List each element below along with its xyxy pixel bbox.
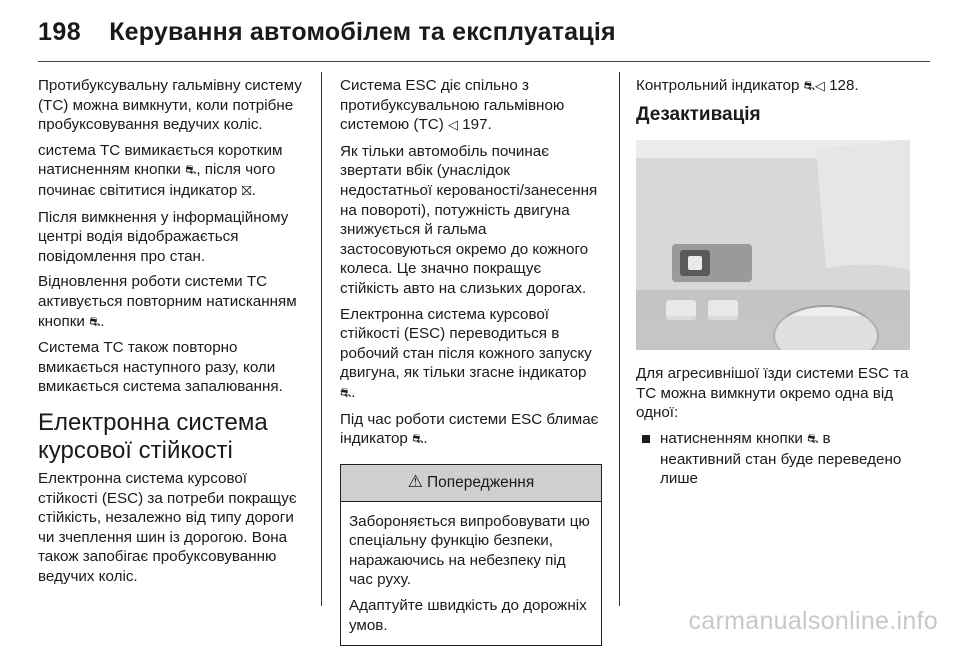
column-3: [636, 76, 914, 489]
paragraph: Як тільки автомобіль починає звертати вбік (унаслідок недостатньої керованості/занесення на повороті), потужність двигуна знижується й гальма застосовуються окремо до кожного колеса. Це значно покращує стійкість авто на слизьких дорогах.: [340, 142, 598, 297]
column-divider: [321, 72, 322, 606]
column-1: [38, 76, 310, 592]
paragraph: [340, 76, 602, 136]
traction-control-icon: ⛐: [803, 79, 815, 94]
text: .: [100, 312, 105, 330]
paragraph: Електронна система курсової стійкості (ESC) за потреби покращує стійкість, незалежно від типу дороги чи зчеплення шин із дорогою. Вона також запобігає пробуксовуванню ведучих коліс.: [38, 469, 297, 585]
warning-header: [341, 465, 601, 502]
paragraph: Після вимкнення у інформаційному центрі водія відображається повідомлення про стан.: [38, 208, 289, 265]
paragraph: Для агресивнішої їзди системи ESC та ТС можна вимкнути окремо одна від одної:: [636, 365, 909, 422]
section-heading: Електронна система курсової стійкості: [38, 408, 268, 464]
paragraph: [340, 410, 602, 450]
text: .: [251, 181, 256, 199]
paragraph: [38, 272, 310, 332]
text: система ТС вимикається коротким натисненням кнопки: [38, 141, 283, 179]
text: 128.: [824, 77, 859, 94]
bullet-list: [636, 429, 914, 489]
text: Відновлення роботи системи ТС активується повторним натисканням кнопки: [38, 273, 297, 330]
page-reference-icon: ◁: [814, 79, 825, 94]
traction-control-icon: ⛐: [340, 385, 352, 401]
text: 197.: [457, 116, 492, 134]
text: Під час роботи системи ESC блимає індикатор: [340, 410, 599, 448]
text: в неактивний стан буде переведено лише: [660, 429, 902, 488]
text: .: [351, 383, 356, 401]
traction-control-icon: ⛐: [185, 163, 197, 179]
text: Система ESC діє спільно з протибуксувальною гальмівною системою (ТС): [340, 77, 565, 134]
header-rule: [38, 61, 930, 62]
watermark: carmanualsonline.info: [688, 607, 938, 635]
paragraph: Забороняється випробовувати цю спеціальну функцію безпеки, наражаючись на небезпеку під час руху.: [349, 512, 590, 589]
warning-title: Попередження: [427, 473, 535, 491]
text: Контрольний індикатор: [636, 77, 804, 94]
dashboard-photo: [636, 140, 910, 350]
warning-icon: ⚠: [407, 471, 423, 492]
warning-box: [340, 464, 602, 646]
paragraph: [38, 141, 310, 202]
traction-control-icon: ⛐: [89, 314, 101, 330]
traction-control-icon: ⛐: [807, 431, 819, 447]
traction-control-off-icon: ⛝: [241, 183, 252, 199]
paragraph: Протибуксувальну гальмівну систему (ТС) можна вимкнути, коли потрібне пробуксовування ведучих коліс.: [38, 77, 302, 134]
dashboard-illustration: [636, 140, 910, 350]
sub-heading: Дезактивація: [636, 103, 761, 125]
page-number: 198: [38, 18, 82, 46]
paragraph: [636, 76, 914, 97]
paragraph: Система ТС також повторно вмикається наступного разу, коли вмикається система запалювання.: [38, 339, 283, 396]
column-2: [340, 76, 602, 646]
page-title: Керування автомобілем та експлуатація: [109, 18, 616, 46]
text: .: [423, 430, 428, 448]
paragraph: Адаптуйте швидкість до дорожніх умов.: [349, 597, 587, 634]
paragraph: [340, 305, 602, 404]
traction-control-icon: ⛐: [412, 432, 424, 448]
text: натисненням кнопки: [660, 429, 808, 447]
text: , після чого починає світитися індикатор: [38, 161, 276, 199]
page-header: [38, 18, 930, 58]
list-item: [636, 429, 914, 489]
column-divider: [619, 72, 620, 606]
text: Електронна система курсової стійкості (ESC) переводиться в робочий стан після кожного запуску двигуна, як тільки згасне індикатор: [340, 305, 592, 382]
warning-body: [341, 502, 601, 646]
page-reference-icon: ◁: [447, 118, 458, 134]
